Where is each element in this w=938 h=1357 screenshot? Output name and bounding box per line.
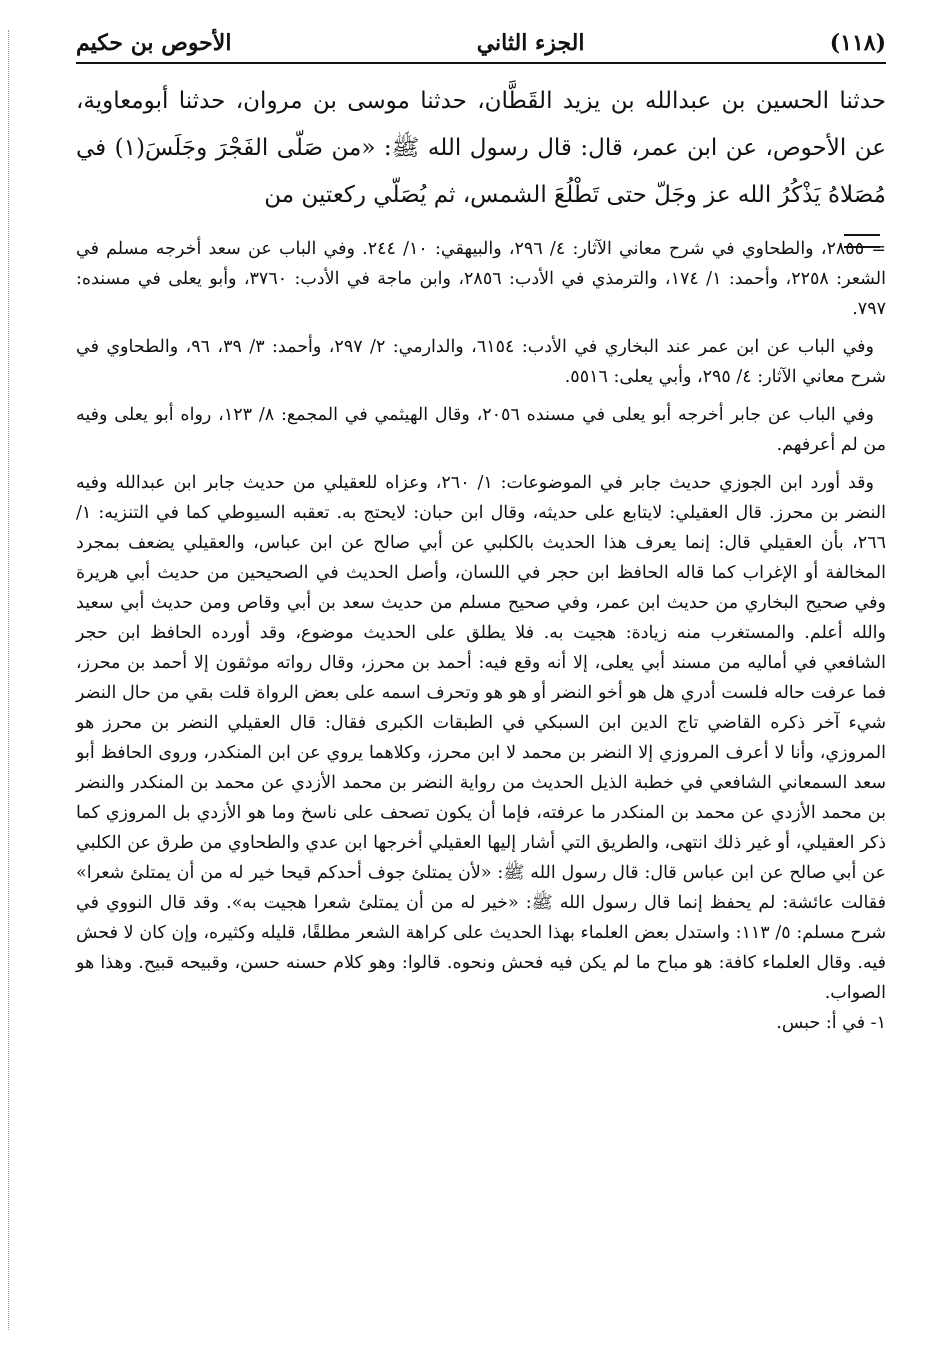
page-header <box>76 20 886 64</box>
footnotes <box>76 234 886 1046</box>
volume-title: الجزء الثاني <box>476 30 585 56</box>
footnote-paragraph: وفي الباب عن جابر أخرجه أبو يعلى في مسنده ٢٠٥٦، وقال الهيثمي في المجمع: ٨/ ١٢٣، رواه أبو يعلى وفيه من لم أعرفهم. <box>76 405 886 455</box>
footnote-paragraph: وقد أورد ابن الجوزي حديث جابر في الموضوعات: ١/ ٢٦٠، وعزاه للعقيلي من حديث جابر ابن عبدالله وفيه النضر بن محرز. قال العقيلي: لايتابع على حديثه، وقال ابن حبان: لايحتج به. تعقبه السيوطي كما في التنزيه: ١/ ٢٦٦، بأن العقيلي قال: إنما يعرف هذا الحديث بالكلبي عن أبي صالح عن ابن عباس، والعقيلي يضعف بمجرد المخالفة أو الإغراب كما قاله الحافظ ابن حجر في اللسان، وأصل الحديث في الصحيحين من حديث أبي هريرة وفي صحيح البخاري من حديث ابن عمر، وفي صحيح مسلم من حديث سعد بن أبي وقاص ومن حديث أبي سعيد والله أعلم. والمستغرب منه زيادة: هجيت به. فلا يطلق على الحديث موضوع، وقد أورده الحافظ ابن حجر الشافعي في أماليه من مسند أبي يعلى، إلا أنه وقع فيه: أحمد بن محرز، وقال رواته موثقون إلا أحمد بن محرز، فما عرفت حاله فلست أدري هل هو أخو النضر أو هو هو وتحرف اسمه على بعض الرواة قلت بقي من حال النضر شيء آخر ذكره القاضي تاج الدين ابن السبكي في الطبقات الكبرى فقال: قال العقيلي النضر بن محرز هو المروزي، وأنا لا أعرف المروزي إلا النضر بن محمد لا ابن محرز، وكلاهما يروي عن ابن المنكدر، وروى الحافظ أبو سعد السمعاني الشافعي في خطبة الذيل الحديث من رواية النضر بن محمد الأزدي عن محمد بن المنكدر والنضر بن محمد الأزدي عن محمد بن المنكدر ما عرفته، فإما أن يكون تصحف على ناسخ وما هو الأزدي بل المروزي كما ذكر العقيلي، أو غير ذلك انتهى، والطريق التي أشار إليها العقيلي أخرجها ابن عدي والطحاوي من طرق عن الكلبي عن أبي صالح عن ابن عباس قال: قال رسول الله ﷺ: «لأن يمتلئ جوف أحدكم قيحا خير له من أن يمتلئ شعرا» فقالت عائشة: لم يحفظ إنما قال رسول الله ﷺ: «خير له من أن يمتلئ شعرا هجيت به». وقد قال النووي في شرح مسلم: ٥/ ١١٣: واستدل بعض العلماء بهذا الحديث على كراهة الشعر مطلقًا، قليله وكثيره، وإن كان لا فحش فيه. وقال العلماء كافة: هو مباح ما لم يكن فيه فحش ونحوه. قالوا: وهو كلام حسنه حسن، وقبيحه قبيح. وهذا هو الصواب. <box>76 473 887 1003</box>
page-number: (١١٨) <box>829 30 886 56</box>
footnote-variant-note: ١- في أ: حبس. <box>776 1013 886 1033</box>
main-text <box>76 78 886 219</box>
running-title: الأحوص بن حكيم <box>76 30 232 56</box>
footnote-paragraph: = ٢٨٥٥، والطحاوي في شرح معاني الآثار: ٤/ ٢٩٦، والبيهقي: ١٠/ ٢٤٤. وفي الباب عن سعد أخرجه مسلم في الشعر: ٢٢٥٨، وأحمد: ١/ ١٧٤، والترمذي في الأدب: ٢٨٥٦، وابن ماجة في الأدب: ٣٧٦٠، وأبو يعلى في مسنده: ٧٩٧. <box>76 239 886 319</box>
footnote-paragraph: وفي الباب عن ابن عمر عند البخاري في الأدب: ٦١٥٤، والدارمي: ٢/ ٢٩٧، وأحمد: ٣/ ٣٩، ٩٦، والطحاوي في شرح معاني الآثار: ٤/ ٢٩٥، وأبي يعلى: ٥٥١٦. <box>76 337 886 387</box>
hadith-paragraph: حدثنا الحسين بن عبدالله بن يزيد القَطَّان، حدثنا موسى بن مروان، حدثنا أبومعاوية، عن الأحوص، عن ابن عمر، قال: قال رسول الله ﷺ: «من صَلّى الفَجْرَ وجَلَسَ(١) في مُصَلاهُ يَذْكُرُ الله عز وجَلّ حتى تَطْلُعَ الشمس، ثم يُصَلّي ركعتين من <box>76 88 886 208</box>
scan-margin-dots <box>8 30 13 1330</box>
